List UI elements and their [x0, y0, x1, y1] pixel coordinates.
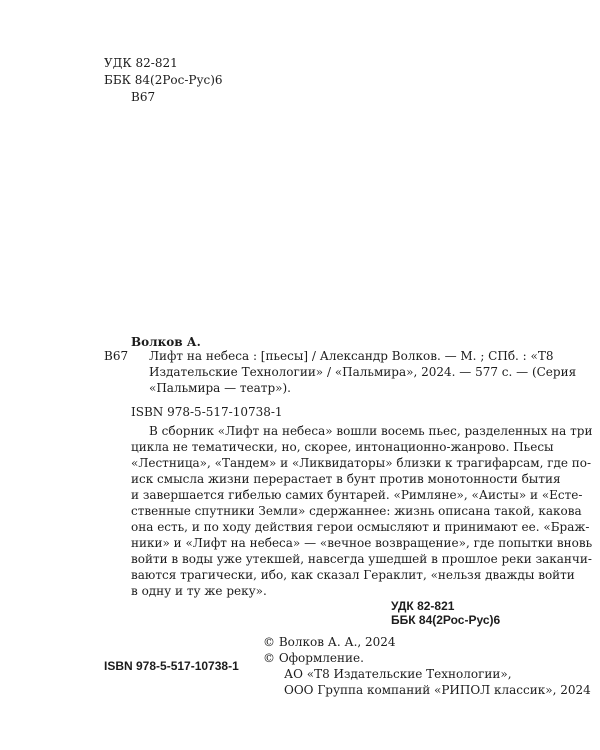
- annotation-line: «Лестница», «Тандем» и «Ликвидаторы» близки к трагифарсам, где по-: [131, 456, 592, 470]
- author-code-top: В67: [131, 90, 156, 104]
- annotation-line: ственные спутники Земли» сдержаннее: жизнь описана такой, какова: [131, 504, 582, 518]
- title-line: Издательские Технологии» / «Пальмира», 2024. — 577 с. — (Серия: [149, 365, 577, 379]
- annotation-line: ники» и «Лифт на небеса» — «вечное возвращение», где попытки вновь: [131, 536, 593, 550]
- author-heading: Волков А.: [131, 335, 201, 349]
- annotation-line: В сборник «Лифт на небеса» вошли восемь пьес, разделенных на три: [149, 424, 593, 438]
- annotation-line: цикла не тематически, но, скорее, интонационно-жанрово. Пьесы: [131, 440, 554, 454]
- annotation: [131, 423, 593, 599]
- bibliographic-description: [149, 348, 577, 396]
- annotation-line: войти в воды уже утекшей, навсегда ушедшей в прошлое реки заканчи-: [131, 552, 592, 566]
- copyright-line: АО «Т8 Издательские Технологии»,: [284, 667, 512, 681]
- bbk-code-top: ББК 84(2Рос-Рус)6: [104, 73, 223, 87]
- title-line: Лифт на небеса : [пьесы] / Александр Волков. — М. ; СПб. : «Т8: [149, 349, 554, 363]
- udk-code-top: УДК 82-821: [104, 56, 178, 70]
- annotation-line: и завершается гибелью самих бунтарей. «Римляне», «Аисты» и «Есте-: [131, 488, 583, 502]
- copyright-line: ООО Группа компаний «РИПОЛ классик», 2024: [284, 683, 591, 697]
- isbn-card: ISBN 978-5-517-10738-1: [131, 405, 283, 419]
- annotation-line: ваются трагически, ибо, как сказал Гераклит, «нельзя дважды войти: [131, 568, 575, 582]
- annotation-line: она есть, и по ходу действия герои осмысляют и принимают ее. «Браж-: [131, 520, 590, 534]
- udk-code-bottom: УДК 82-821: [391, 599, 455, 613]
- annotation-line: иск смысла жизни перерастает в бунт против монотонности бытия: [131, 472, 561, 486]
- annotation-line: в одну и ту же реку».: [131, 584, 267, 598]
- title-line: «Пальмира — театр»).: [149, 381, 291, 395]
- bbk-code-bottom: ББК 84(2Рос-Рус)6: [391, 613, 501, 627]
- copyright-line: © Волков А. А., 2024: [263, 635, 396, 649]
- isbn-bottom: ISBN 978-5-517-10738-1: [104, 659, 239, 673]
- copyright-block: [263, 634, 591, 698]
- author-code-card: В67: [104, 349, 129, 363]
- copyright-line: © Оформление.: [263, 651, 364, 665]
